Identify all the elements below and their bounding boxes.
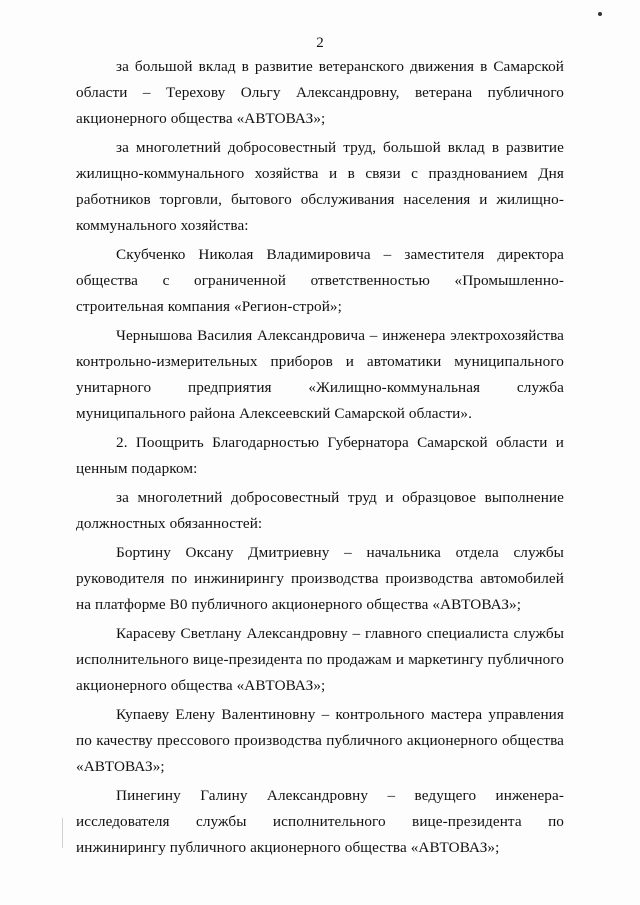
scan-dot-mark <box>598 12 602 16</box>
page-number: 2 <box>316 35 324 51</box>
scan-edge-mark <box>62 818 63 848</box>
paragraph: Чернышова Василия Александровича – инженера электрохозяйства контрольно-измерительных приборов и автоматики муниципального унитарного предприятия «Жилищно-коммунальная служба муниципального района Алексеевский Самарской области». <box>76 327 564 422</box>
paragraph: за большой вклад в развитие ветеранского движения в Самарской области – Терехову Ольгу Александровну, ветерана публичного акционерного общества «АВТОВАЗ»; <box>76 58 564 127</box>
paragraph: Карасеву Светлану Александровну – главного специалиста службы исполнительного вице-президента по продажам и маркетингу публичного акционерного общества «АВТОВАЗ»; <box>76 625 564 694</box>
paragraph: за многолетний добросовестный труд, большой вклад в развитие жилищно-коммунального хозяйства и в связи с празднованием Дня работников торговли, бытового обслуживания населения и жилищно-коммунального хозяйства: <box>76 139 564 234</box>
paragraph: за многолетний добросовестный труд и образцовое выполнение должностных обязанностей: <box>76 489 564 532</box>
paragraph: 2. Поощрить Благодарностью Губернатора Самарской области и ценным подарком: <box>76 434 564 477</box>
paragraph: Скубченко Николая Владимировича – заместителя директора общества с ограниченной ответственностью «Промышленно-строительная компания «Регион-строй»; <box>76 246 564 315</box>
paragraph: Купаеву Елену Валентиновну – контрольного мастера управления по качеству прессового производства публичного акционерного общества «АВТОВАЗ»; <box>76 706 564 775</box>
paragraph: Пинегину Галину Александровну – ведущего инженера-исследователя службы исполнительного вице-президента по инжинирингу публичного акционерного общества «АВТОВАЗ»; <box>76 787 564 856</box>
document-body <box>76 54 564 864</box>
paragraph: Бортину Оксану Дмитриевну – начальника отдела службы руководителя по инжинирингу производства производства автомобилей на платформе В0 публичного акционерного общества «АВТОВАЗ»; <box>76 544 564 613</box>
